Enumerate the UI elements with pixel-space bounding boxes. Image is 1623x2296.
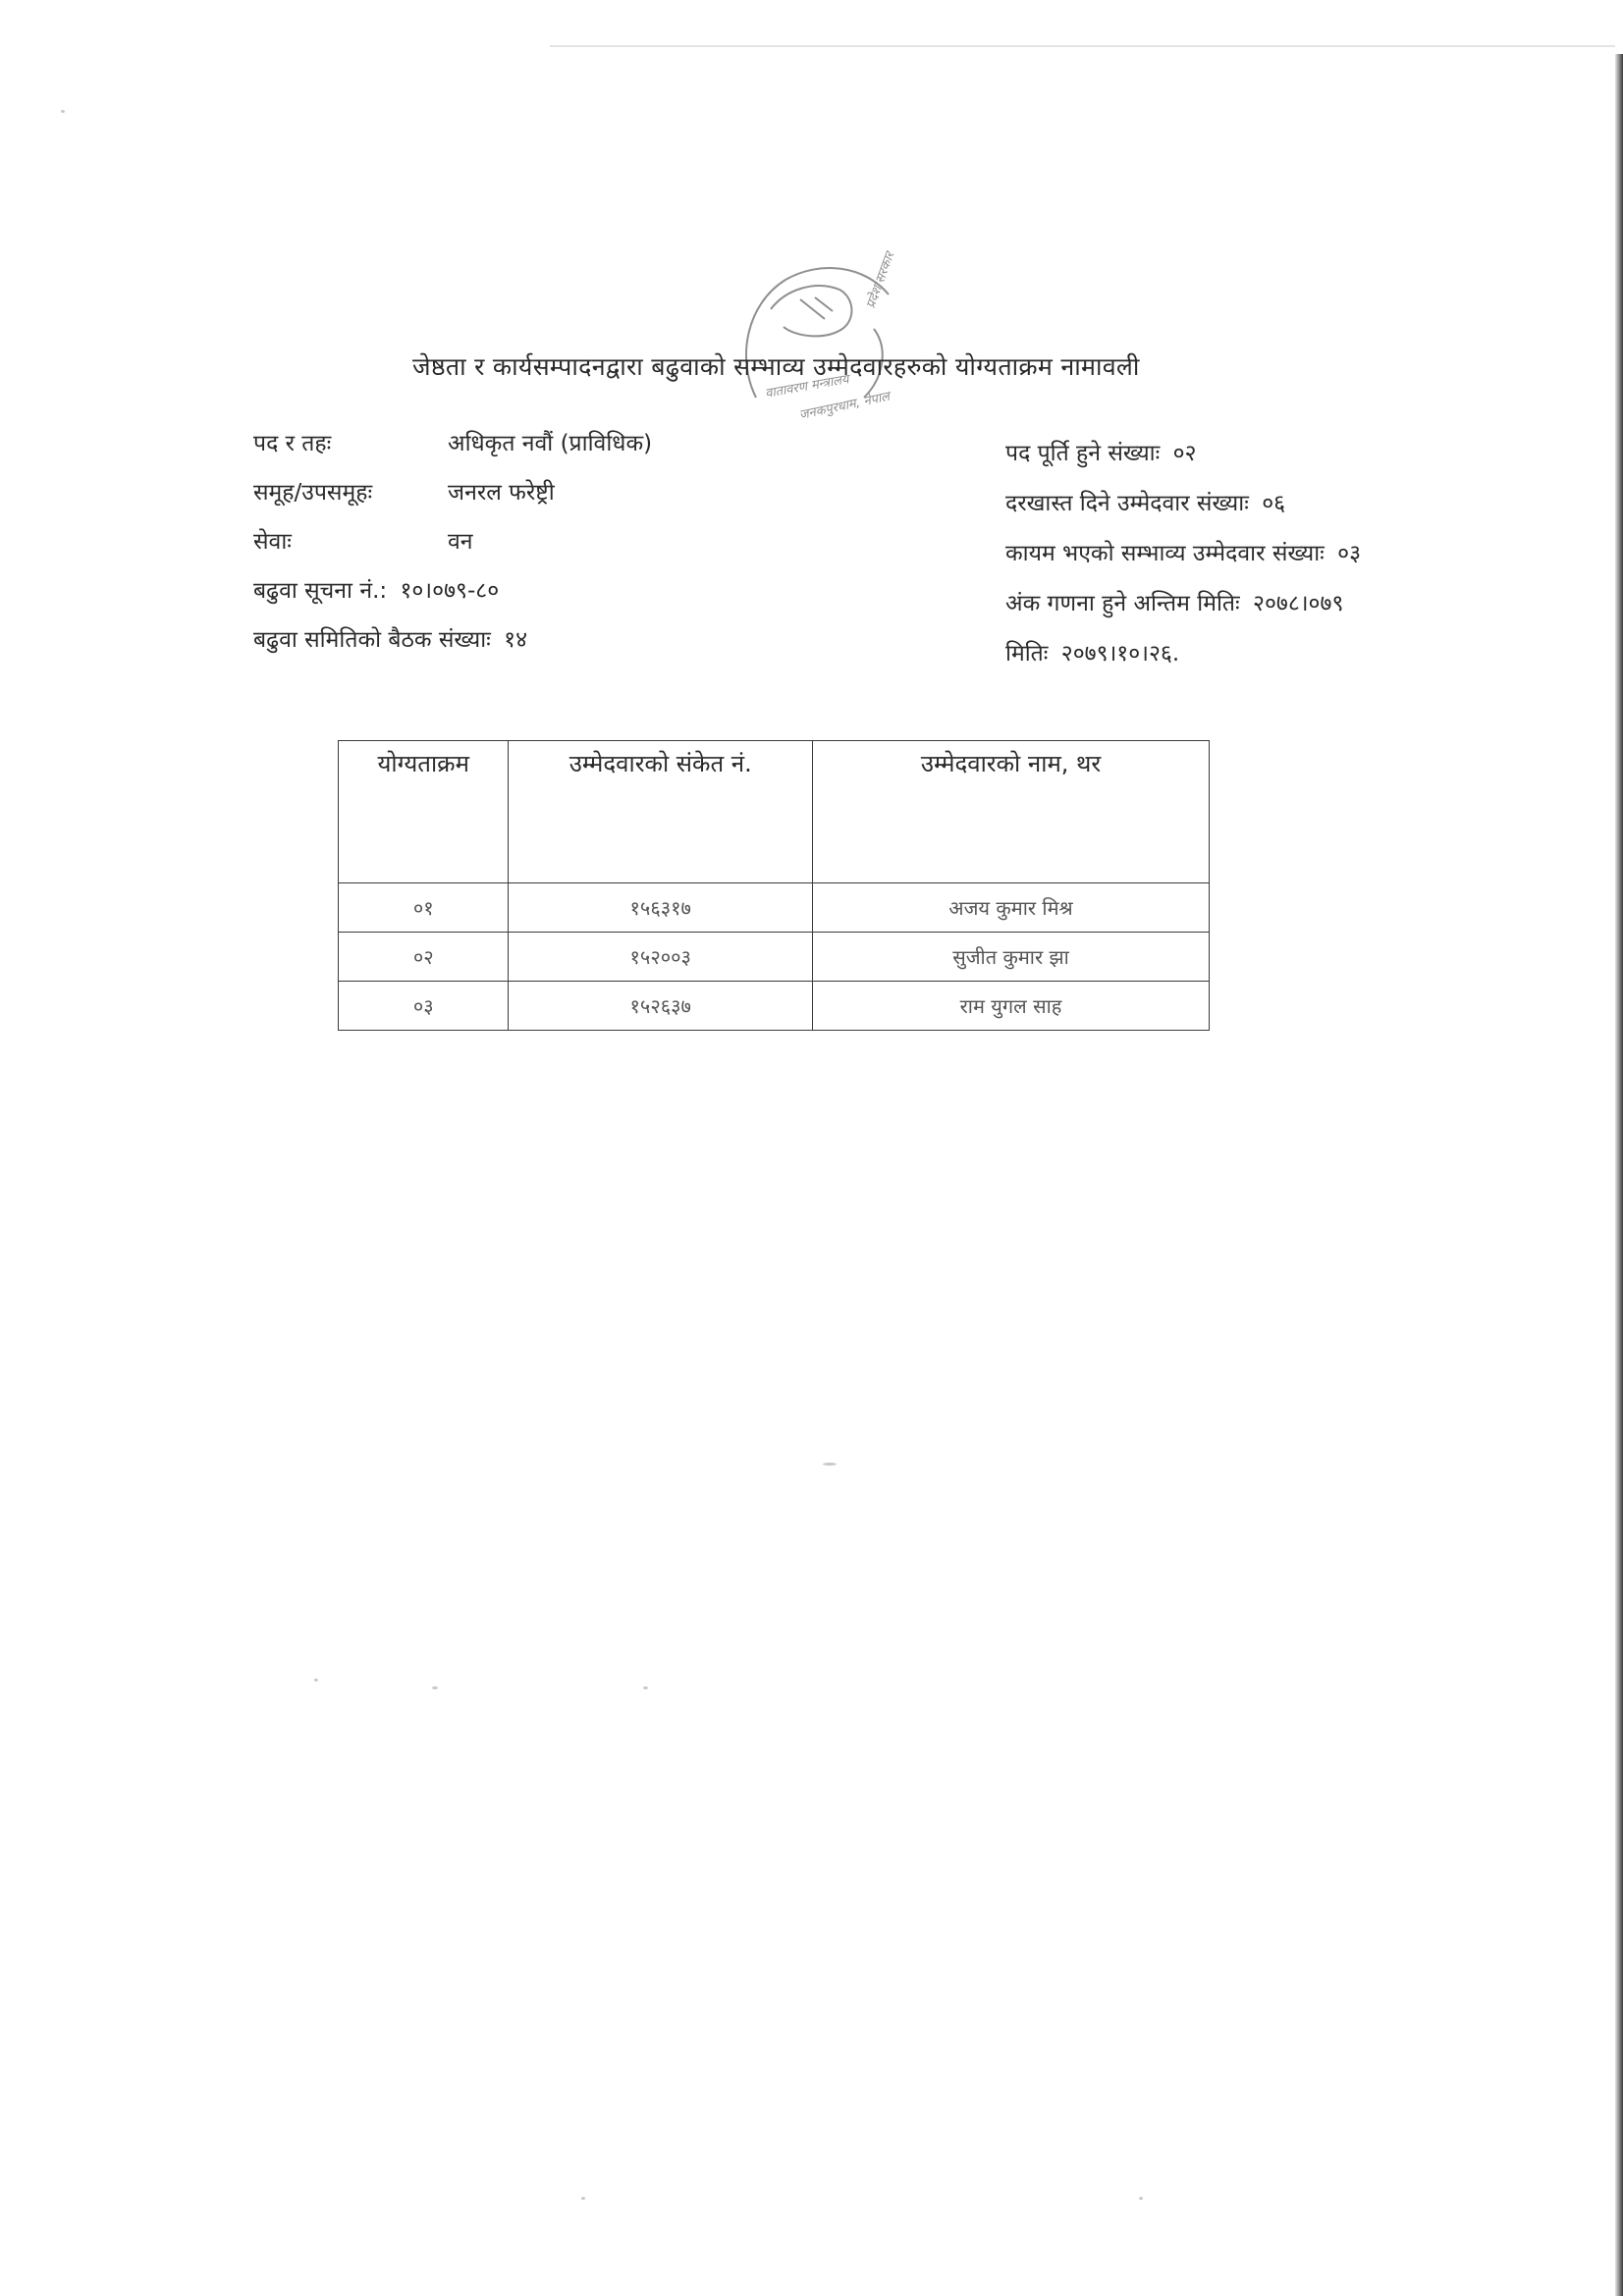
cell-rank: ०१ [339,883,509,933]
meeting-label: बढुवा समितिको बैठक संख्याः [253,627,491,653]
meta-right-block [1005,436,1595,686]
eligible-row [1005,536,1595,586]
merit-list-table [338,740,1210,1031]
scan-edge-right [1615,54,1623,2296]
svg-text:प्रदेश सरकार: प्रदेश सरकार [863,250,898,311]
cell-name: राम युगल साह [813,982,1210,1031]
applicants-value: ०६ [1262,491,1286,516]
scan-speck [581,2197,585,2200]
svg-text:जनकपुरधाम, नेपाल: जनकपुरधाम, नेपाल [797,389,892,423]
notice-row [253,573,764,622]
scan-speck [432,1686,438,1689]
notice-label: बढुवा सूचना नं.: [253,578,388,604]
eligible-value: ०३ [1337,541,1362,566]
cell-name: अजय कुमार मिश्र [813,883,1210,933]
date-label: मितिः [1005,641,1049,667]
table-row [339,933,1210,982]
cell-rank: ०२ [339,933,509,982]
header-rank: योग्यताक्रम [339,741,509,883]
seal-lettering: वातावरण मन्त्रालय [764,372,850,401]
cell-code: १५६३१७ [509,883,813,933]
table-row [339,883,1210,933]
table-row [339,982,1210,1031]
group-value: जनरल फरेष्ट्री [448,480,555,506]
meeting-row [253,622,764,671]
service-label: सेवाः [253,529,292,555]
applicants-label: दरखास्त दिने उम्मेदवार संख्याः [1005,491,1249,516]
vacancy-value: ०२ [1172,441,1197,466]
service-value: वन [448,529,473,555]
cutoff-value: २०७८।०७९ [1252,591,1344,616]
cutoff-label: अंक गणना हुने अन्तिम मितिः [1005,591,1240,616]
vacancy-label: पद पूर्ति हुने संख्याः [1005,441,1161,466]
notice-value: १०।०७९-८० [400,578,500,604]
post-value: अधिकृत नवौं (प्राविधिक) [448,431,653,456]
cell-rank: ०३ [339,982,509,1031]
service-row [253,524,764,573]
eligible-label: कायम भएको सम्भाव्य उम्मेदवार संख्याः [1005,541,1325,566]
vacancy-row [1005,436,1595,486]
scan-speck [314,1679,318,1682]
document-title: जेष्ठता र कार्यसम्पादनद्वारा बढुवाको सम्भाव्य उम्मेदवारहरुको योग्यताक्रम नामावली [412,352,1140,381]
applicants-row [1005,486,1595,536]
scan-speck [1139,2197,1143,2200]
table-header-row [339,741,1210,883]
meta-left-block [253,426,764,671]
post-row [253,426,764,475]
official-seal [727,250,933,437]
meeting-value: १४ [504,627,528,653]
cutoff-row [1005,586,1595,636]
scan-edge-top [550,45,1615,47]
date-value: २०७९।१०।२६. [1060,641,1180,667]
scan-speck [643,1686,648,1689]
post-label: पद र तहः [253,431,332,456]
group-label: समूह/उपसमूहः [253,480,373,506]
header-code: उम्मेदवारको संकेत नं. [509,741,813,883]
header-name: उम्मेदवारको नाम, थर [813,741,1210,883]
cell-code: १५२००३ [509,933,813,982]
scan-speck [61,110,65,113]
scan-speck [823,1463,837,1466]
cell-code: १५२६३७ [509,982,813,1031]
cell-name: सुजीत कुमार झा [813,933,1210,982]
group-row [253,475,764,524]
date-row [1005,636,1595,686]
